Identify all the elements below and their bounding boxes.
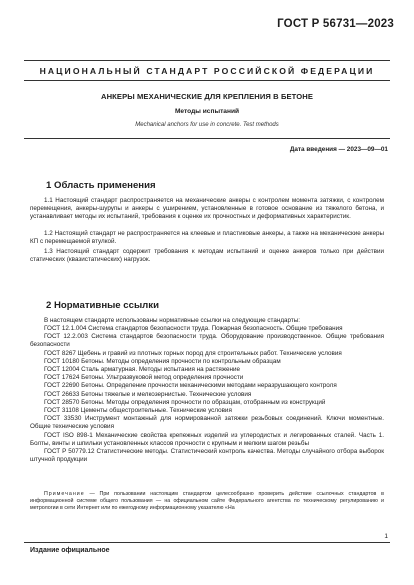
reference-item: ГОСТ 10180 Бетоны. Методы определения прочности по контрольным образцам [44, 357, 281, 365]
section-2-heading: 2 Нормативные ссылки [46, 300, 159, 311]
reference-item: ГОСТ 12.2.003 Система стандартов безопасности труда. Оборудование производственное. Общие требования безопасности [30, 333, 384, 349]
reference-item: ГОСТ 22690 Бетоны. Определение прочности механическими методами неразрушающего контроля [44, 382, 337, 390]
banner-rule [24, 80, 390, 81]
document-subtitle: Методы испытаний [174, 108, 240, 115]
reference-item: ГОСТ 12.1.004 Система стандартов безопасности труда. Пожарная безопасность. Общие требования [44, 325, 343, 332]
section-1-paragraph-3: 1.3 Настоящий стандарт содержит требования к методам испытаний и оценке анкеров только при действии статических (квазистатических) нагрузок. [30, 248, 384, 264]
note-label: Примечание [44, 491, 85, 497]
reference-item: ГОСТ 17624 Бетоны. Ультразвуковой метод определения прочности [44, 374, 244, 382]
reference-item: ГОСТ ISO 898-1 Механические свойства крепежных изделий из углеродистых и легированных сталей. Часть 1. Болты, винты и шпильки установленных классов прочности с крупным и мелким шагом резьбы [30, 431, 384, 447]
reference-item: ГОСТ 28570 Бетоны. Методы определения прочности по образцам, отобранным из конструкций [44, 398, 326, 406]
section-1-paragraph-1: 1.1 Настоящий стандарт распространяется на механические анкеры с контролем момента затяжки, с контролем перемещения, анкеры-шурупы и анкеры с уширением, установленные в готовое основание из тяжелого бетона, и устанавливает методы их испытаний, требования к оценке их прочностных и деформативных характеристик. [30, 197, 384, 221]
official-edition-label: Издание официальное [30, 547, 110, 554]
note-paragraph [30, 491, 384, 512]
effective-date: Дата введения — 2023—09—01 [289, 146, 388, 153]
reference-item: ГОСТ 12004 Сталь арматурная. Методы испытания на растяжение [44, 366, 241, 374]
reference-item: ГОСТ 8267 Щебень и гравий из плотных горных пород для строительных работ. Технические условия [44, 349, 342, 357]
section-1-heading: 1 Область применения [46, 180, 156, 191]
national-standard-banner: НАЦИОНАЛЬНЫЙ СТАНДАРТ РОССИЙСКОЙ ФЕДЕРАЦИИ [39, 66, 375, 76]
note-text: — При пользовании настоящим стандартом целесообразно проверить действие ссылочных стандартов в информационной системе общего пользования — на официальном сайте Федерального агентства по техническому регулированию и метрологии в сети Интернет или по ежегодному информационному указателю «На [30, 491, 384, 511]
english-title: Mechanical anchors for use in concrete. Test methods [135, 122, 279, 128]
reference-item: ГОСТ 31108 Цементы общестроительные. Технические условия [44, 407, 232, 415]
section-2-intro: В настоящем стандарте использованы нормативные ссылки на следующие стандарты: [44, 317, 301, 324]
reference-item: ГОСТ Р 50779.12 Статистические методы. Статистический контроль качества. Методы случайного отбора выборок штучной продукции [30, 448, 384, 464]
document-title: АНКЕРЫ МЕХАНИЧЕСКИЕ ДЛЯ КРЕПЛЕНИЯ В БЕТОНЕ [101, 92, 313, 101]
section-1-paragraph-2: 1.2 Настоящий стандарт не распространяется на клеевые и пластиковые анкеры, а также на механические анкеры КП с перемещаемой втулкой. [30, 230, 384, 246]
title-rule [24, 138, 390, 139]
top-rule [24, 60, 390, 61]
footer-rule [24, 542, 390, 543]
normative-references-list [30, 325, 384, 464]
reference-item: ГОСТ 26633 Бетоны тяжелые и мелкозернистые. Технические условия [44, 390, 252, 398]
reference-item: ГОСТ 33530 Инструмент монтажный для нормированной затяжки резьбовых соединений. Ключи моментные. Общие технические условия [30, 415, 384, 431]
page-number: 1 [384, 533, 388, 540]
document-code: ГОСТ Р 56731—2023 [277, 18, 394, 30]
